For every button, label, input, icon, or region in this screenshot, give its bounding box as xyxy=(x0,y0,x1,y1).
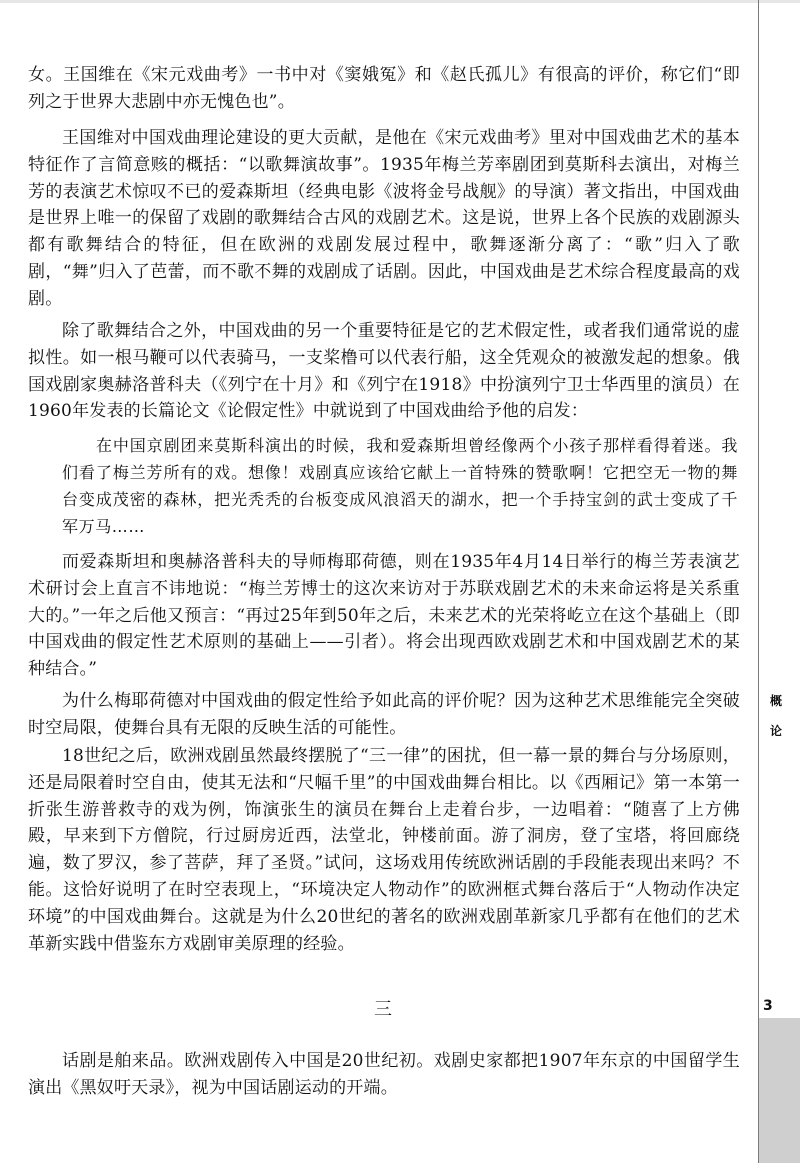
paragraph-european-drama: 18世纪之后，欧洲戏剧虽然最终摆脱了“三一律”的困扰，但一幕一景的舞台与分场原则，还是局限着时空自由，使其无法和“尺幅千里”的中国戏曲舞台相比。以《西厢记》第一本第一折张生游普救寺的戏为例，饰演张生的演员在舞台上走着台步，一边唱着：“随喜了上方佛殿，早来到下方僧院，行过厨房近西，法堂北，钟楼前面。游了洞房，登了宝塔，将回廊绕遍，数了罗汉，参了菩萨，拜了圣贤。”试问，这场戏用传统欧洲话剧的手段能表现出来吗？不能。这恰好说明了在时空表现上，“环境决定人物动作”的欧洲框式舞台落后于“人物动作决定环境”的中国戏曲舞台。这就是为什么20世纪的著名的欧洲戏剧革新家几乎都有在他们的艺术革新实践中借鉴东方戏剧审美原理的经验。 xyxy=(28,746,740,954)
section-heading-three: 三 xyxy=(374,999,394,1020)
margin-thumb-tab xyxy=(759,1018,800,1163)
paragraph-virtuality: 除了歌舞结合之外，中国戏曲的另一个重要特征是它的艺术假定性，或者我们通常说的虚拟性。如一根马鞭可以代表骑马，一支桨橹可以代表行船，这全凭观众的被激发起的想象。俄国戏剧家奥赫洛普科夫（《列宁在十月》和《列宁在1918》中扮演列宁卫士华西里的演员）在1960年发表的长篇论文《论假定性》中就说到了中国戏曲给予他的启发： xyxy=(28,321,740,422)
paragraph-why-meyerhold: 为什么梅耶荷德对中国戏曲的假定性给予如此高的评价呢？因为这种艺术思维能完全突破时空局限，使舞台具有无限的反映生活的可能性。 xyxy=(28,691,740,738)
page-number: 3 xyxy=(763,998,773,1014)
paragraph-meyerhold: 而爱森斯坦和奥赫洛普科夫的导师梅耶荷德，则在1935年4月14日举行的梅兰芳表演艺术研讨会上直言不讳地说：“梅兰芳博士的这次来访对于苏联戏剧艺术的未来命运将是关系重大的。”一年之后他又预言：“再过25年到50年之后，未来艺术的光荣将屹立在这个基础上（即中国戏曲的假定性艺术原则的基础上——引者）。将会出现西欧戏剧艺术和中国戏剧艺术的某种结合。” xyxy=(28,552,740,680)
paragraph-continued: 女。王国维在《宋元戏曲考》一书中对《窦娥冤》和《赵氏孤儿》有很高的评价，称它们“即列之于世界大悲剧中亦无愧色也”。 xyxy=(28,65,740,112)
margin-rule xyxy=(758,0,759,1163)
paragraph-spoken-drama: 话剧是舶来品。欧洲戏剧传入中国是20世纪初。戏剧史家都把1907年东京的中国留学生演出《黑奴吁天录》，视为中国话剧运动的开端。 xyxy=(28,1051,740,1098)
chapter-label-char-1: 概 xyxy=(769,694,782,708)
paragraph-wang-guowei: 王国维对中国戏曲理论建设的更大贡献，是他在《宋元戏曲考》里对中国戏曲艺术的基本特征作了言简意赅的概括：“以歌舞演故事”。1935年梅兰芳率剧团到莫斯科去演出，对梅兰芳的表演艺术惊叹不已的爱森斯坦（经典电影《波将金号战舰》的导演）著文指出，中国戏曲是世界上唯一的保留了戏剧的歌舞结合古风的戏剧艺术。这是说，世界上各个民族的戏剧源头都有歌舞结合的特征，但在欧洲的戏剧发展过程中，歌舞逐渐分离了：“歌”归入了歌剧，“舞”归入了芭蕾，而不歌不舞的戏剧成了话剧。因此，中国戏曲是艺术综合程度最高的戏剧。 xyxy=(28,128,740,309)
block-quote-okhlopkov: 在中国京剧团来莫斯科演出的时候，我和爱森斯坦曾经像两个小孩子那样看得着迷。我们看了梅兰芳所有的戏。想像！戏剧真应该给它献上一首特殊的赞歌啊！它把空无一物的舞台变成茂密的森林，把光秃秃的台板变成风浪滔天的湖水，把一个手持宝剑的武士变成了千军万马…… xyxy=(62,436,738,536)
chapter-label-char-2: 论 xyxy=(769,724,782,738)
body-text-column xyxy=(28,0,740,1163)
